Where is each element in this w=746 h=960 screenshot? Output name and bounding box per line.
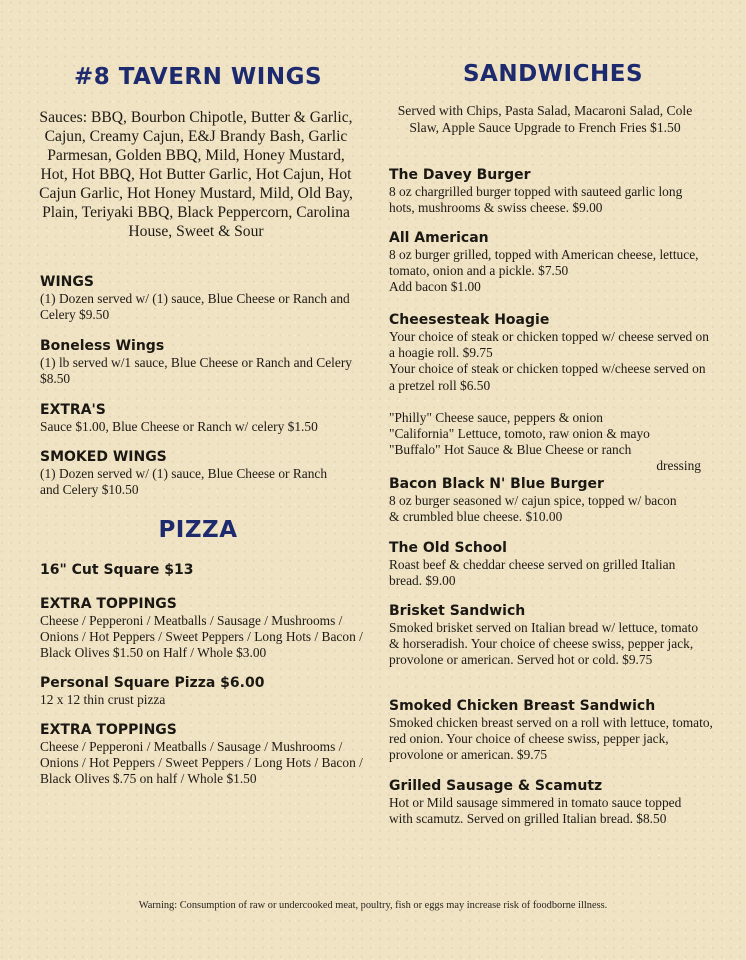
menu-item-smoked-chicken-sandwich: [389, 698, 719, 764]
item-description: Your choice of steak or chicken topped w/ cheese served on a hoagie roll. $9.75: [389, 329, 709, 361]
wings-section-title: #8 TAVERN WINGS: [73, 64, 323, 90]
sandwiches-section-title: SANDWICHES: [462, 61, 644, 87]
item-description: Roast beef & cheddar cheese served on grilled Italian bread. $9.00: [389, 557, 676, 589]
item-description: Cheese / Pepperoni / Meatballs / Sausage / Mushrooms / Onions / Hot Peppers / Sweet Peppers / Long Hots / Bacon / Black Olives $1.50 on Half / Whole $3.00: [40, 613, 363, 661]
item-description: (1) lb served w/1 sauce, Blue Cheese or Ranch and Celery $8.50: [40, 355, 352, 387]
item-name: Smoked Chicken Breast Sandwich: [389, 698, 656, 714]
menu-item-cut-square: [40, 562, 370, 579]
item-description: 8 oz burger seasoned w/ cajun spice, topped w/ bacon & crumbled blue cheese. $10.00: [389, 493, 677, 525]
menu-item-grilled-sausage-scamutz: [389, 778, 707, 827]
style-option: "Buffalo" Hot Sauce & Blue Cheese or ranch: [389, 442, 632, 458]
sauces-list: Sauces: BBQ, Bourbon Chipotle, Butter & Garlic, Cajun, Creamy Cajun, E&J Brandy Bash, Garlic Parmesan, Golden BBQ, Mild, Honey Mustard, Hot, Hot BBQ, Hot Butter Garlic, Hot Cajun, Hot Cajun Garlic, Hot Honey Mustard, Mild, Old Bay, Plain, Teriyaki BBQ, Black Peppercorn, Carolina House, Sweet & Sour: [39, 109, 353, 240]
item-name: The Davey Burger: [389, 167, 531, 183]
pizza-section-title: PIZZA: [158, 517, 238, 543]
menu-item-extra-toppings-personal: [40, 722, 380, 788]
item-name: WINGS: [40, 274, 94, 290]
item-name: All American: [389, 230, 489, 246]
item-description: Smoked chicken breast served on a roll with lettuce, tomato, red onion. Your choice of cheese swiss, pepper jack, provolone or american. $9.75: [389, 715, 713, 763]
item-name: 16" Cut Square $13: [40, 562, 194, 578]
item-description: (1) Dozen served w/ (1) sauce, Blue Cheese or Ranch and Celery $9.50: [40, 291, 350, 323]
menu-item-old-school: [389, 540, 689, 589]
menu-item-brisket-sandwich: [389, 603, 711, 669]
item-name: SMOKED WINGS: [40, 449, 167, 465]
item-addon: Add bacon $1.00: [389, 279, 481, 295]
menu-item-extras: [40, 402, 370, 435]
item-name: The Old School: [389, 540, 507, 556]
item-description: Sauce $1.00, Blue Cheese or Ranch w/ celery $1.50: [40, 419, 318, 434]
item-description: Cheese / Pepperoni / Meatballs / Sausage / Mushrooms / Onions / Hot Peppers / Sweet Peppers / Long Hots / Bacon / Black Olives $.75 on half / Whole $1.50: [40, 739, 363, 787]
menu-item-black-n-blue-burger: [389, 476, 689, 525]
menu-item-all-american: [389, 230, 707, 296]
item-description: Smoked brisket served on Italian bread w/ lettuce, tomato & horseradish. Your choice of cheese swiss, pepper jack, provolone or american. Served hot or cold. $9.75: [389, 620, 699, 668]
menu-item-personal-pizza: [40, 675, 370, 708]
style-option: "Philly" Cheese sauce, peppers & onion: [389, 409, 603, 425]
item-name: Boneless Wings: [40, 338, 165, 354]
item-name: EXTRA TOPPINGS: [40, 596, 177, 612]
item-name: Personal Square Pizza $6.00: [40, 675, 265, 691]
menu-item-smoked-wings: [40, 449, 336, 498]
item-description: Hot or Mild sausage simmered in tomato sauce topped with scamutz. Served on grilled Italian bread. $8.50: [389, 795, 682, 827]
sides-intro: Served with Chips, Pasta Salad, Macaroni Salad, Cole Slaw, Apple Sauce Upgrade to French Fries $1.50: [397, 103, 693, 135]
menu-item-cheesesteak-hoagie: [389, 312, 711, 475]
menu-item-extra-toppings-large: [40, 596, 380, 662]
menu-item-davey-burger: [389, 167, 711, 216]
menu-item-wings: [40, 274, 370, 323]
menu-item-boneless-wings: [40, 338, 358, 387]
item-name: Grilled Sausage & Scamutz: [389, 778, 603, 794]
style-option: "California" Lettuce, tomoto, raw onion & mayo: [389, 426, 650, 442]
item-name: EXTRA TOPPINGS: [40, 722, 177, 738]
item-name: Cheesesteak Hoagie: [389, 312, 550, 328]
item-name: EXTRA'S: [40, 402, 106, 418]
item-description: 8 oz chargrilled burger topped with sauteed garlic long hots, mushrooms & swiss cheese. $9.00: [389, 184, 683, 216]
item-description: 12 x 12 thin crust pizza: [40, 692, 166, 707]
item-description-alt: Your choice of steak or chicken topped w/cheese served on a pretzel roll $6.50: [389, 361, 706, 393]
style-option-tail: dressing: [656, 458, 701, 474]
item-description: (1) Dozen served w/ (1) sauce, Blue Cheese or Ranch and Celery $10.50: [40, 466, 328, 498]
item-name: Bacon Black N' Blue Burger: [389, 476, 604, 492]
item-description: 8 oz burger grilled, topped with American cheese, lettuce, tomato, onion and a pickle. $7.50: [389, 247, 699, 279]
item-name: Brisket Sandwich: [389, 603, 526, 619]
foodborne-illness-warning: Warning: Consumption of raw or undercooked meat, poultry, fish or eggs may increase risk of foodborne illness.: [138, 900, 608, 911]
